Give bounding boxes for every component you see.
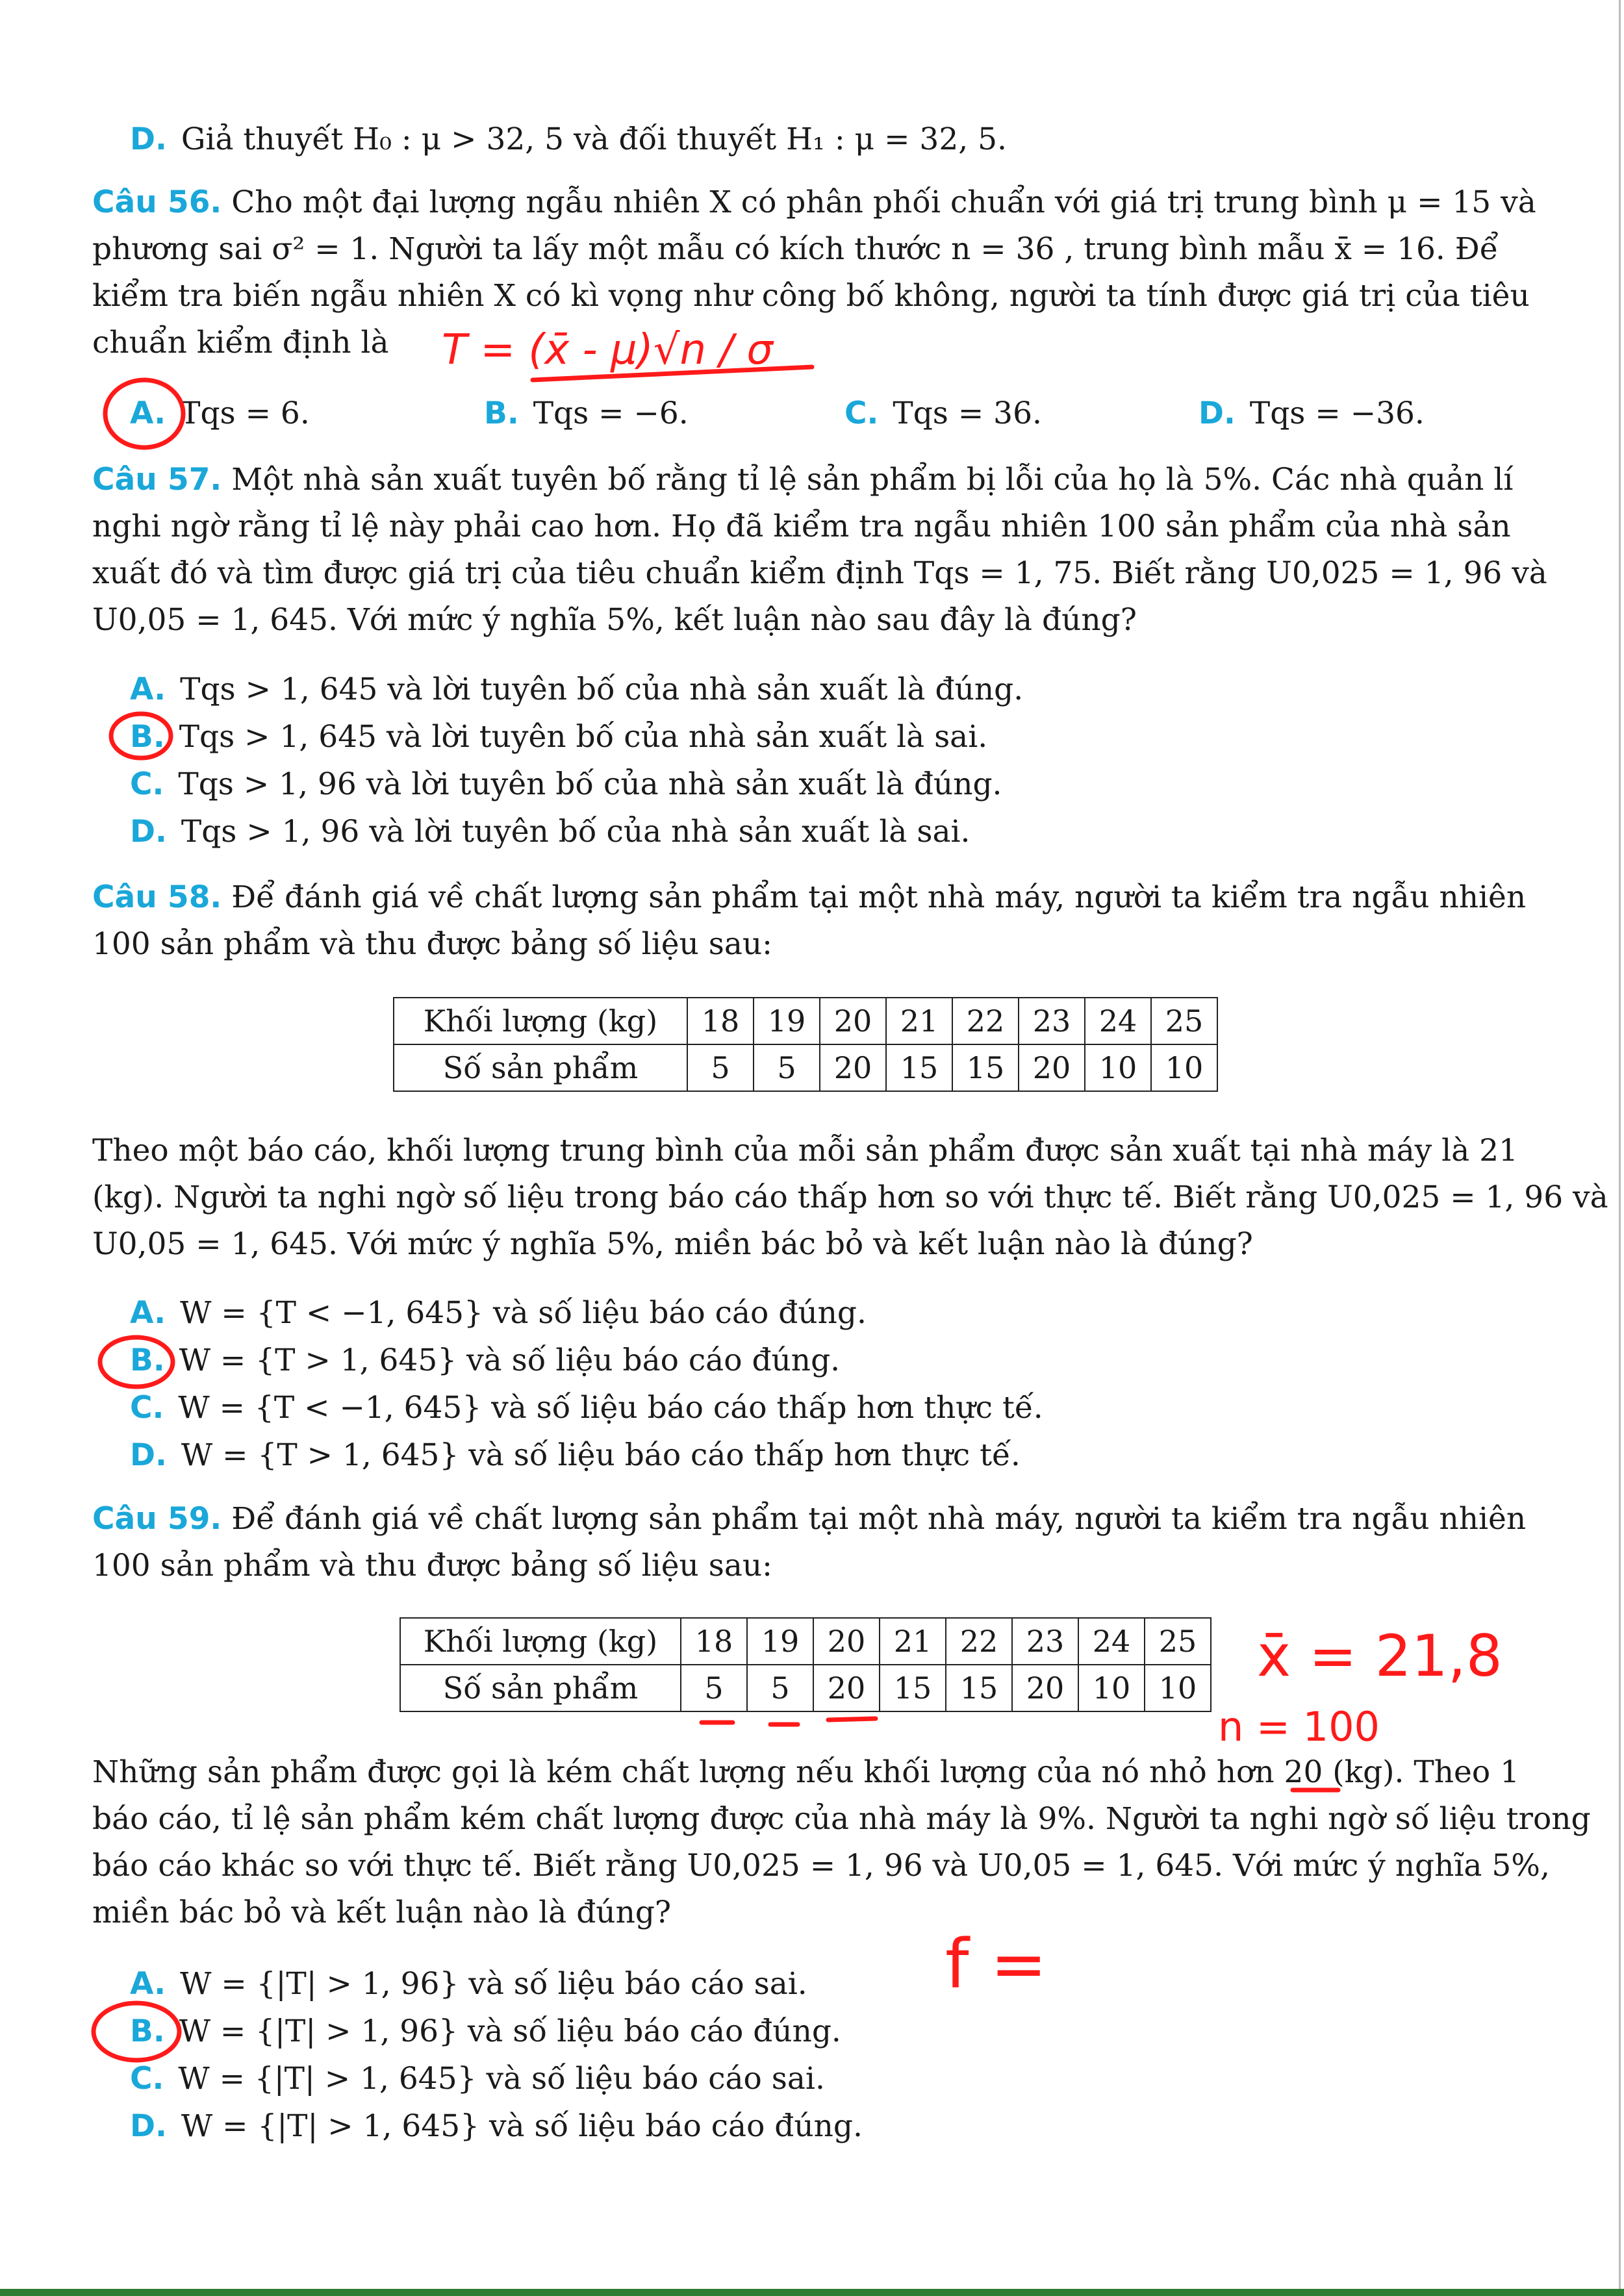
table-cell: 5 bbox=[681, 1665, 747, 1711]
table-cell: 22 bbox=[952, 998, 1019, 1044]
table-cell: 10 bbox=[1151, 1044, 1217, 1091]
q59-after4: miền bác bỏ và kết luận nào là đúng? bbox=[92, 1895, 672, 1930]
option-text: W = {T > 1, 645} và số liệu báo cáo thấp hơn thực tế. bbox=[181, 1437, 1021, 1473]
option-text: W = {T > 1, 645} và số liệu báo cáo đúng. bbox=[179, 1343, 841, 1378]
option-text: W = {|T| > 1, 96} và số liệu báo cáo đúng. bbox=[179, 2013, 841, 2049]
formula-fraction-bar bbox=[533, 367, 812, 380]
table-cell: 24 bbox=[1085, 998, 1151, 1044]
q56-line1 bbox=[92, 179, 1536, 227]
option-text: Tqs > 1, 645 và lời tuyên bố của nhà sản xuất là đúng. bbox=[180, 672, 1024, 707]
option-text: Tqs = −36. bbox=[1249, 396, 1425, 431]
table-cell: 24 bbox=[1078, 1618, 1145, 1665]
table-cell: 23 bbox=[1019, 998, 1085, 1044]
question-title: Câu 59. bbox=[92, 1501, 222, 1537]
question-text: Cho một đại lượng ngẫu nhiên X có phân phối chuẩn với giá trị trung bình μ = 15 và bbox=[231, 184, 1536, 220]
q57-line1 bbox=[92, 456, 1513, 504]
q57-option-b[interactable] bbox=[130, 713, 987, 761]
q55-option-d bbox=[130, 116, 1007, 164]
q56-line4: chuẩn kiểm định là bbox=[92, 325, 389, 360]
table-header-cell: Khối lượng (kg) bbox=[400, 1618, 681, 1665]
table-cell: 5 bbox=[754, 1044, 820, 1091]
handwritten-xbar: x̄ = 21,8 bbox=[1257, 1622, 1503, 1689]
q57-line2: nghi ngờ rằng tỉ lệ này phải cao hơn. Họ đã kiểm tra ngẫu nhiên 100 sản phẩm của nhà sản bbox=[92, 509, 1511, 544]
q58-data-table bbox=[393, 997, 1218, 1092]
table-row bbox=[394, 1044, 1217, 1091]
option-label: D. bbox=[130, 121, 167, 157]
table-cell: 20 bbox=[813, 1665, 880, 1711]
table-cell: 23 bbox=[1012, 1618, 1078, 1665]
q58-line2: 100 sản phẩm và thu được bảng số liệu sau: bbox=[92, 926, 773, 962]
option-label: C. bbox=[130, 766, 164, 802]
table-cell: 10 bbox=[1145, 1665, 1211, 1711]
q58-option-b[interactable] bbox=[130, 1337, 840, 1385]
option-text: W = {|T| > 1, 645} và số liệu báo cáo sai. bbox=[178, 2061, 825, 2097]
table-cell: 25 bbox=[1151, 998, 1217, 1044]
option-label: A. bbox=[130, 1295, 166, 1331]
q59-option-a[interactable] bbox=[130, 1960, 807, 2008]
table-cell: 5 bbox=[687, 1044, 754, 1091]
q59-after3: báo cáo khác so với thực tế. Biết rằng U0,025 = 1, 96 và U0,05 = 1, 645. Với mức ý nghĩa 5%, bbox=[92, 1848, 1550, 1884]
q56-line3: kiểm tra biến ngẫu nhiên X có kì vọng như công bố không, người ta tính được giá trị của tiêu bbox=[92, 278, 1530, 314]
option-label: C. bbox=[130, 2061, 164, 2097]
table-cell: 18 bbox=[687, 998, 754, 1044]
table-cell: 10 bbox=[1078, 1665, 1145, 1711]
q56-option-c[interactable] bbox=[844, 390, 1042, 438]
q59-option-d[interactable] bbox=[130, 2102, 863, 2151]
table-header-cell: Số sản phẩm bbox=[394, 1044, 687, 1091]
table-cell: 18 bbox=[681, 1618, 747, 1665]
option-text: W = {|T| > 1, 645} và số liệu báo cáo đúng. bbox=[181, 2108, 863, 2144]
option-label: B. bbox=[484, 396, 519, 431]
table-cell: 15 bbox=[880, 1665, 946, 1711]
option-text: W = {|T| > 1, 96} và số liệu báo cáo sai. bbox=[180, 1966, 807, 2002]
q59-after2: báo cáo, tỉ lệ sản phẩm kém chất lượng được của nhà máy là 9%. Người ta nghi ngờ số liệu trong bbox=[92, 1801, 1591, 1837]
option-label: D. bbox=[130, 2108, 167, 2144]
q58-after3: U0,05 = 1, 645. Với mức ý nghĩa 5%, miền bác bỏ và kết luận nào là đúng? bbox=[92, 1226, 1253, 1262]
option-label: A. bbox=[130, 396, 166, 431]
footer-bar bbox=[0, 2289, 1624, 2296]
option-label: A. bbox=[130, 672, 166, 707]
table-cell: 20 bbox=[813, 1618, 880, 1665]
table-header-cell: Số sản phẩm bbox=[400, 1665, 681, 1711]
table-row bbox=[400, 1618, 1211, 1665]
table-cell: 20 bbox=[1019, 1044, 1085, 1091]
table-row bbox=[400, 1665, 1211, 1711]
q56-option-a[interactable] bbox=[130, 390, 310, 438]
q57-line3: xuất đó và tìm được giá trị của tiêu chuẩn kiểm định Tqs = 1, 75. Biết rằng U0,025 = 1, 96 và bbox=[92, 555, 1547, 591]
table-cell: 21 bbox=[880, 1618, 946, 1665]
option-label: C. bbox=[130, 1390, 164, 1426]
table-row bbox=[394, 998, 1217, 1044]
question-text: Một nhà sản xuất tuyên bố rằng tỉ lệ sản phẩm bị lỗi của họ là 5%. Các nhà quản lí bbox=[231, 462, 1514, 498]
question-title: Câu 58. bbox=[92, 879, 222, 915]
option-text: Tqs > 1, 96 và lời tuyên bố của nhà sản xuất là sai. bbox=[181, 814, 971, 850]
q57-option-c[interactable] bbox=[130, 761, 1002, 809]
q59-after1: Những sản phẩm được gọi là kém chất lượng nếu khối lượng của nó nhỏ hơn 20 (kg). Theo 1 bbox=[92, 1754, 1519, 1790]
table-cell: 25 bbox=[1145, 1618, 1211, 1665]
q56-line2: phương sai σ² = 1. Người ta lấy một mẫu có kích thước n = 36 , trung bình mẫu x̄ = 16. Để bbox=[92, 231, 1499, 267]
option-text: Tqs = 6. bbox=[180, 396, 310, 431]
q58-option-d[interactable] bbox=[130, 1432, 1021, 1480]
q59-option-c[interactable] bbox=[130, 2055, 825, 2103]
q57-option-d[interactable] bbox=[130, 808, 970, 856]
handwritten-formula: T = (x̄ - μ)√n / σ bbox=[442, 326, 773, 374]
handwritten-f: f = bbox=[945, 1924, 1047, 2004]
q56-option-d[interactable] bbox=[1199, 390, 1425, 438]
table-cell: 15 bbox=[952, 1044, 1019, 1091]
option-label: B. bbox=[130, 719, 165, 755]
question-title: Câu 57. bbox=[92, 462, 222, 498]
table-cell: 21 bbox=[886, 998, 952, 1044]
q58-option-a[interactable] bbox=[130, 1289, 867, 1337]
table-cell: 10 bbox=[1085, 1044, 1151, 1091]
q58-after1: Theo một báo cáo, khối lượng trung bình của mỗi sản phẩm được sản xuất tại nhà máy là 21 bbox=[92, 1133, 1518, 1168]
table-header-cell: Khối lượng (kg) bbox=[394, 998, 687, 1044]
q58-after2: (kg). Người ta nghi ngờ số liệu trong báo cáo thấp hơn so với thực tế. Biết rằng U0,025 = 1, 96 và bbox=[92, 1180, 1608, 1215]
q57-option-a[interactable] bbox=[130, 666, 1023, 714]
option-text: Tqs > 1, 96 và lời tuyên bố của nhà sản xuất là đúng. bbox=[178, 766, 1002, 802]
option-label: D. bbox=[130, 814, 167, 850]
question-title: Câu 56. bbox=[92, 184, 222, 220]
table-cell: 20 bbox=[820, 1044, 886, 1091]
table-cell: 15 bbox=[886, 1044, 952, 1091]
option-label: B. bbox=[130, 2013, 165, 2049]
table-cell: 20 bbox=[820, 998, 886, 1044]
q59-option-b[interactable] bbox=[130, 2008, 841, 2056]
table-cell: 19 bbox=[747, 1618, 813, 1665]
option-text: Tqs > 1, 645 và lời tuyên bố của nhà sản xuất là sai. bbox=[179, 719, 988, 755]
table-cell: 15 bbox=[946, 1665, 1012, 1711]
option-text: Tqs = 36. bbox=[893, 396, 1042, 431]
option-label: D. bbox=[1199, 396, 1236, 431]
question-text: Để đánh giá về chất lượng sản phẩm tại một nhà máy, người ta kiểm tra ngẫu nhiên bbox=[231, 1501, 1527, 1537]
question-text: Để đánh giá về chất lượng sản phẩm tại một nhà máy, người ta kiểm tra ngẫu nhiên bbox=[231, 879, 1527, 915]
option-label: D. bbox=[130, 1437, 167, 1473]
handwritten-n: n = 100 bbox=[1218, 1703, 1380, 1750]
q58-option-c[interactable] bbox=[130, 1384, 1043, 1432]
q58-line1 bbox=[92, 874, 1526, 922]
option-text: Giả thuyết H₀ : μ > 32, 5 và đối thuyết H₁ : μ = 32, 5. bbox=[181, 121, 1007, 157]
q59-line2: 100 sản phẩm và thu được bảng số liệu sau: bbox=[92, 1548, 773, 1583]
q56-option-b[interactable] bbox=[484, 390, 689, 438]
option-label: A. bbox=[130, 1966, 166, 2002]
table-cell: 5 bbox=[747, 1665, 813, 1711]
option-text: Tqs = −6. bbox=[533, 396, 689, 431]
underline-mark bbox=[828, 1719, 876, 1720]
table-cell: 20 bbox=[1012, 1665, 1078, 1711]
q57-line4: U0,05 = 1, 645. Với mức ý nghĩa 5%, kết luận nào sau đây là đúng? bbox=[92, 602, 1137, 638]
table-cell: 22 bbox=[946, 1618, 1012, 1665]
option-label: C. bbox=[844, 396, 879, 431]
option-text: W = {T < −1, 645} và số liệu báo cáo thấp hơn thực tế. bbox=[178, 1390, 1043, 1426]
option-label: B. bbox=[130, 1343, 165, 1378]
q59-data-table bbox=[400, 1617, 1212, 1712]
q59-line1 bbox=[92, 1495, 1526, 1543]
table-cell: 19 bbox=[754, 998, 820, 1044]
page-edge bbox=[1619, 0, 1621, 2296]
option-text: W = {T < −1, 645} và số liệu báo cáo đúng. bbox=[180, 1295, 867, 1331]
